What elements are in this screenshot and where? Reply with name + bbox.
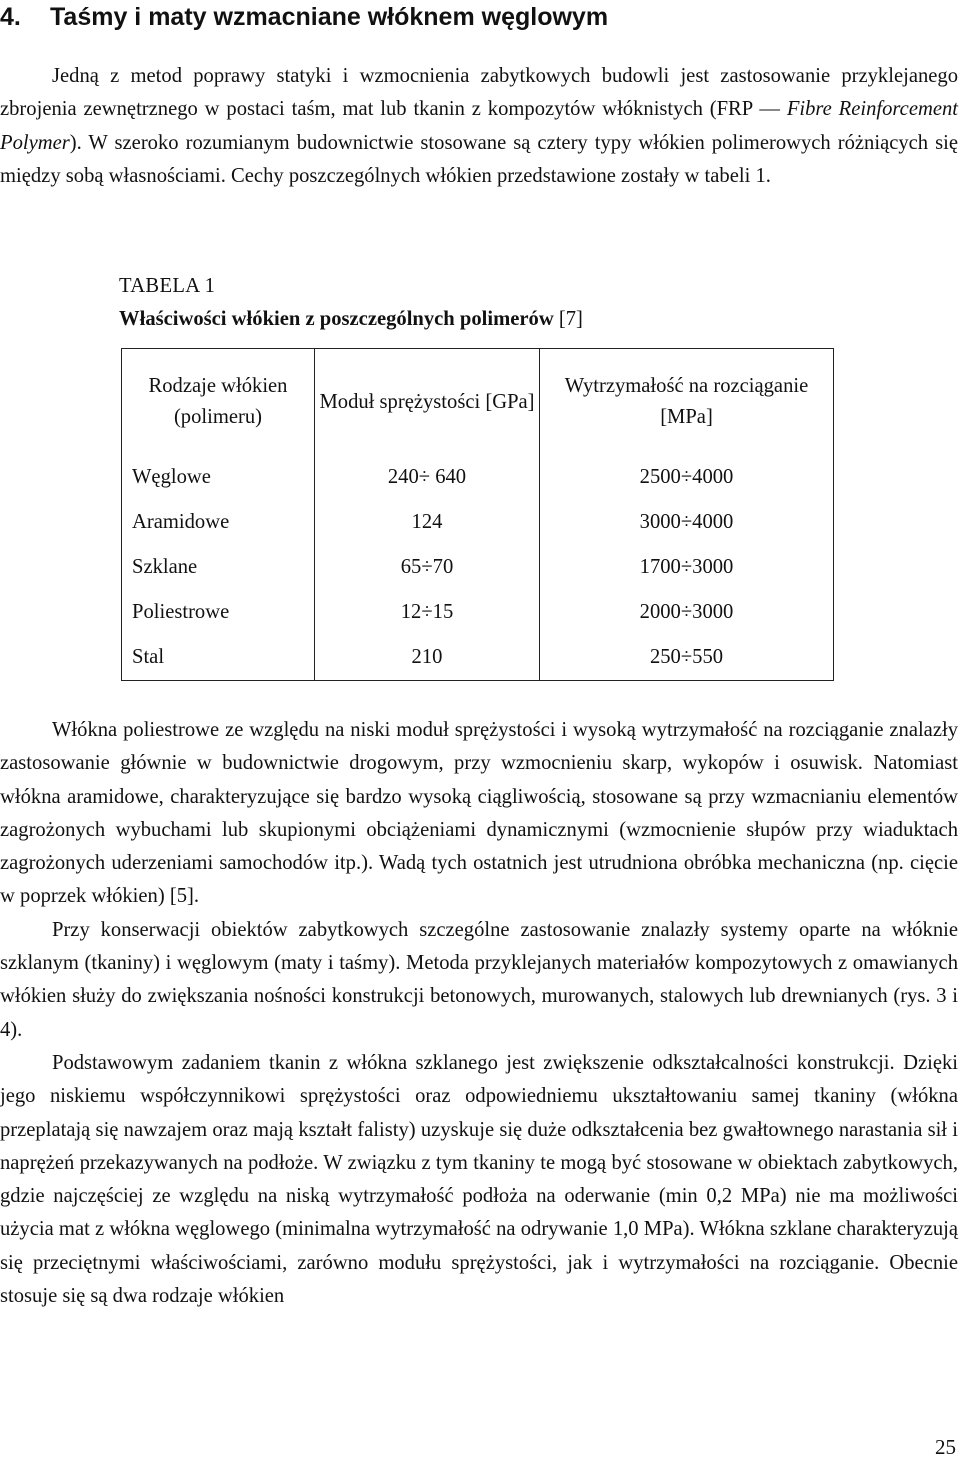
body-text (0, 714, 958, 1313)
table-row (122, 545, 834, 590)
section-heading (0, 2, 960, 32)
table-row (122, 635, 834, 681)
cell-fiber-name: Poliestrowe (122, 590, 315, 635)
table-title: Właściwości włókien z poszczególnych polimerów (119, 308, 554, 330)
cell-modulus: 65÷70 (315, 545, 540, 590)
header-fiber-type: Rodzaje włókien (polimeru) (122, 349, 315, 456)
page-number: 25 (935, 1435, 956, 1459)
intro-text-start: Jedną z metod poprawy statyki i wzmocnienia zabytkowych budowli jest zastosowanie przyklejanego zbrojenia zewnętrznego w postaci taśm, mat lub tkanin z kompozytów włóknistych (FRP — (0, 65, 958, 121)
intro-text-end: ). W szeroko rozumianym budownictwie stosowane są cztery typy włókien polimerowych różniących się między sobą własnościami. Cechy poszczególnych włókien przedstawione zostały w tabeli 1. (0, 131, 958, 187)
section-title: Taśmy i maty wzmacniane włóknem węglowym (50, 3, 609, 31)
table-row (122, 455, 834, 500)
cell-modulus: 210 (315, 635, 540, 681)
cell-strength: 1700÷3000 (639, 556, 734, 578)
intro-italic-term: Fibre Reinforcement Polymer (0, 98, 958, 154)
table-row (122, 500, 834, 545)
properties-table (121, 348, 834, 681)
cell-fiber-name: Węglowe (122, 455, 315, 500)
table-label: TABELA 1 (119, 275, 216, 297)
table-caption (119, 305, 583, 333)
cell-fiber-name: Aramidowe (122, 500, 315, 545)
paragraph-conservation: Przy konserwacji obiektów zabytkowych szczególne zastosowanie znalazły systemy oparte na włóknie szklanym (tkaniny) i węglowym (maty i taśmy). Metoda przyklejanych materiałów kompozytowych z omawianych włókien służy do zwiększania nośności konstrukcji betonowych, murowanych, stalowych lub drewnianych (rys. 3 i 4). (0, 918, 958, 1041)
section-number: 4. (0, 3, 21, 31)
cell-modulus: 124 (315, 500, 540, 545)
cell-modulus: 240÷ 640 (315, 455, 540, 500)
table-header-row (122, 349, 834, 456)
intro-paragraph (0, 60, 958, 193)
cell-strength: 250÷550 (649, 646, 724, 668)
paragraph-glass-fabric: Podstawowym zadaniem tkanin z włókna szklanego jest zwiększenie odkształcalności konstrukcji. Dzięki jego niskiemu współczynnikowi sprężystości oraz odpowiedniemu ukształtowaniu samej tkaniny (włókna przeplatają się nawzajem oraz mają kształt falisty) uzyskuje się duże odkształcenia bez gwałtownego narastania sił i naprężeń przekazywanych na podłoże. W związku z tym tkaniny te mogą być stosowane w obiektach zabytkowych, gdzie najczęściej ze względu na niską wytrzymałość podłoża na oderwanie (min 0,2 MPa) nie ma możliwości użycia mat z włókna węglowego (minimalna wytrzymałość na odrywanie 1,0 MPa). Włókna szklane charakteryzują się przeciętnymi właściwościami, zarówno modułu sprężystości, jak i wytrzymałości na rozciąganie. Obecnie stosuje się są dwa rodzaje włókien (0, 1051, 958, 1308)
table-reference: [7] (558, 308, 583, 330)
paragraph-polyester-aramid: Włókna poliestrowe ze względu na niski moduł sprężystości i wysoką wytrzymałość na rozciąganie znalazły zastosowanie głównie w budownictwie drogowym, przy wzmocnieniu skarp, wykopów i osuwisk. Natomiast włókna aramidowe, charakteryzujące się bardzo wysoką ciągliwością, stosowane są przy wzmacnianiu elementów zagrożonych wybuchami lub skupionymi obciążeniami dynamicznymi (wzmocnienie słupów przy wiaduktach zagrożonych uderzeniami samochodów itp.). Wadą tych ostatnich jest utrudniona obróbka mechaniczna (np. cięcie w poprzek włókien) [5]. (0, 719, 958, 908)
cell-strength: 3000÷4000 (639, 511, 734, 533)
header-modulus: Moduł sprężystości [GPa] (315, 349, 540, 456)
cell-fiber-name: Stal (122, 635, 315, 681)
cell-strength: 2000÷3000 (639, 601, 734, 623)
header-tensile-strength: Wytrzymałość na rozciąganie [MPa] (564, 375, 809, 428)
cell-modulus: 12÷15 (315, 590, 540, 635)
table-row (122, 590, 834, 635)
cell-fiber-name: Szklane (122, 545, 315, 590)
cell-strength: 2500÷4000 (639, 466, 734, 488)
